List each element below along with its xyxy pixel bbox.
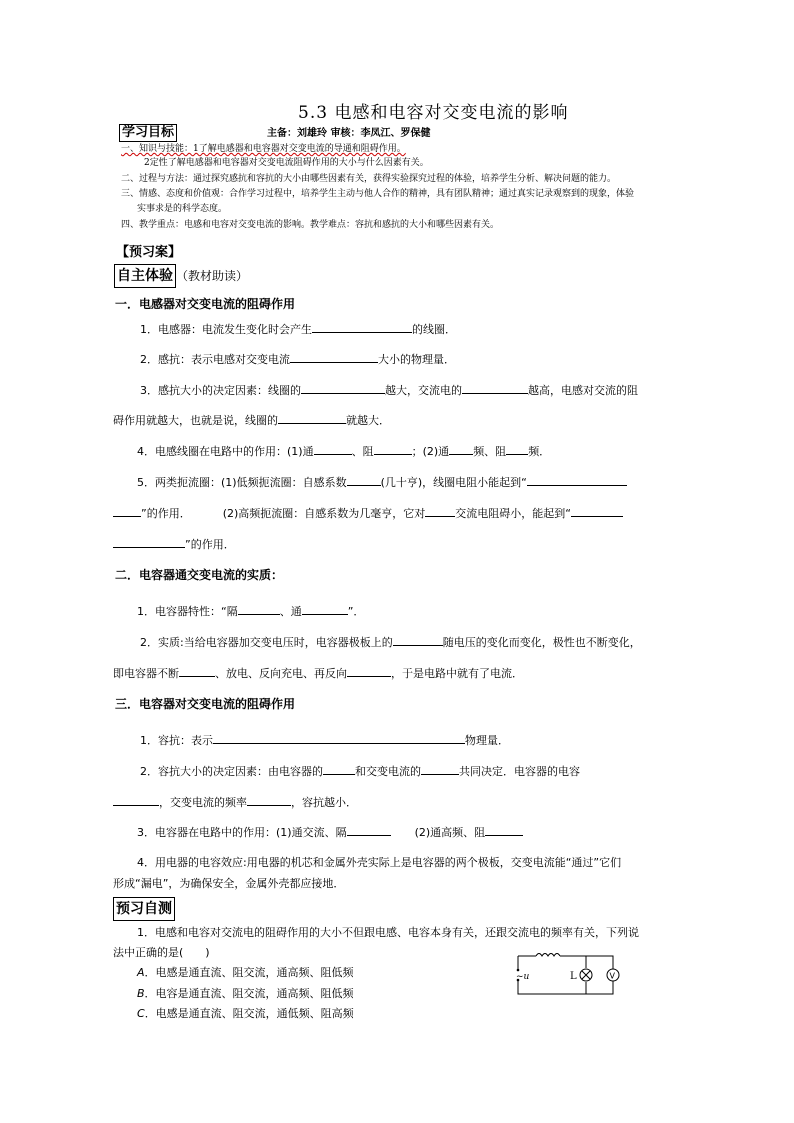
self-study-box: 自主体验 — [114, 264, 176, 288]
sec3-q2-line2: ，交变电流的频率 ，容抗越小． — [113, 794, 357, 810]
answer-blank[interactable] — [449, 443, 473, 455]
section-2-heading: 二．电容器通交变电流的实质： — [115, 568, 284, 582]
answer-blank[interactable] — [347, 824, 391, 836]
section-1-heading: 一．电感器对交变电流的阻碍作用 — [115, 297, 296, 311]
answer-blank[interactable] — [247, 794, 291, 806]
answer-blank[interactable] — [393, 634, 443, 646]
sec2-q2-line2: 即电容器不断 、放电、反向充电、再反向 ，于是电路中就有了电流． — [113, 667, 523, 680]
sec2-q1: 1．电容器特性：“隔 、通 ”． — [137, 605, 365, 618]
answer-blank[interactable] — [323, 763, 355, 775]
answer-blank[interactable] — [506, 443, 528, 455]
option-b[interactable]: B．电容是通直流、阻交流，通高频、阻低频 — [137, 987, 354, 1000]
answer-blank[interactable] — [462, 382, 528, 394]
answer-blank[interactable] — [347, 474, 381, 486]
sec3-q1: 1．容抗：表示 物理量． — [140, 734, 509, 747]
objectives-header: 学习目标 — [119, 124, 177, 142]
sec1-q1: 1．电感器：电流发生变化时会产生 的线圈． — [140, 323, 456, 336]
authors-line: 主备：刘雄玲 审核：李凤江、罗保健 — [267, 128, 431, 139]
sec1-q5-line2: ”的作用． (2)高频扼流圈：自感系数为几毫亨，它对 交流电阻碍小，能起到“ — [113, 505, 623, 521]
answer-blank[interactable] — [213, 732, 465, 744]
sec1-q5-line1: 5．两类扼流圈：(1)低频扼流圈：自感系数 (几十亨)，线圈电阻小能起到“ — [137, 474, 627, 490]
sec3-q3: 3．电容器在电路中的作用：(1)通交流、隔 (2)通高频、阻 — [137, 824, 523, 840]
inductor-label: L — [570, 971, 577, 982]
voltmeter-label: V — [609, 971, 615, 981]
objective-line-4: 三、情感、态度和价值观：合作学习过程中，培养学生主动与他人合作的精神，具有团队精神；通过真实记录观察到的现象，体验 — [121, 189, 635, 199]
sec1-q2: 2．感抗：表示电感对交变电流 大小的物理量． — [140, 353, 455, 366]
answer-blank[interactable] — [113, 536, 185, 548]
objective-line-3: 二、过程与方法：通过探究感抗和容抗的大小由哪些因素有关，获得实验探究过程的体验，培养学生分析、解决问题的能力。 — [121, 174, 617, 184]
test-q1-line2: 法中正确的是( ) — [113, 946, 210, 959]
source-label: ~u — [516, 972, 530, 982]
sec1-q4: 4．电感线圈在电路中的作用：(1)通 、阻 ；(2)通 频、阻 频． — [137, 445, 551, 458]
sec1-q5-line3: ”的作用． — [113, 536, 235, 552]
answer-blank[interactable] — [425, 505, 455, 517]
answer-blank[interactable] — [301, 382, 385, 394]
answer-blank[interactable] — [374, 443, 412, 455]
objective-line-2: 2定性了解电感器和电容器对交变电流阻碍作用的大小与什么因素有关。 — [144, 158, 429, 168]
option-a[interactable]: A．电感是通直流、阻交流，通高频、阻低频 — [137, 966, 354, 979]
test-q1-line1: 1．电感和电容对交流电的阻碍作用的大小不但跟电感、电容本身有关，还跟交流电的频率有关，下列说 — [137, 926, 639, 939]
answer-blank[interactable] — [312, 321, 412, 333]
sec3-q4-line1: 4．用电器的电容效应:用电器的机芯和金属外壳实际上是电容器的两个极板，交变电流能“通过”它们 — [137, 856, 622, 869]
answer-blank[interactable] — [571, 505, 623, 517]
sec1-q3-line2: 碍作用就越大，也就是说，线圈的 就越大． — [113, 414, 390, 427]
answer-blank[interactable] — [179, 665, 215, 677]
sec2-q2-line1: 2．实质:当给电容器加交变电压时，电容器极板上的 随电压的变化而变化，极性也不断变化， — [140, 636, 641, 649]
answer-blank[interactable] — [314, 443, 352, 455]
page-title: 5.3 电感和电容对交变电流的影响 — [298, 103, 569, 123]
objective-line-6: 四、教学重点：电感和电容对交变电流的影响。教学难点：容抗和感抗的大小和哪些因素有关。 — [121, 220, 500, 230]
answer-blank[interactable] — [421, 763, 459, 775]
answer-blank[interactable] — [347, 665, 391, 677]
answer-blank[interactable] — [113, 505, 141, 517]
answer-blank[interactable] — [290, 351, 378, 363]
sec1-q3-line1: 3．感抗大小的决定因素：线圈的 越大，交流电的 越高，电感对交流的阻 — [140, 384, 638, 397]
section-3-heading: 三．电容器对交变电流的阻碍作用 — [115, 697, 296, 711]
objective-line-1: 一、知识与技能：1了解电感器和电容器对交变电流的导通和阻碍作用。 — [121, 144, 406, 154]
answer-blank[interactable] — [527, 474, 627, 486]
circuit-diagram — [508, 948, 628, 1000]
self-study-row — [114, 264, 248, 290]
self-test-box: 预习自测 — [113, 897, 175, 921]
answer-blank[interactable] — [278, 412, 346, 424]
self-study-note: （教材助读） — [176, 269, 249, 283]
objective-line-5: 实事求是的科学态度。 — [137, 204, 228, 214]
answer-blank[interactable] — [485, 824, 523, 836]
answer-blank[interactable] — [113, 794, 159, 806]
answer-blank[interactable] — [238, 603, 280, 615]
sec3-q2-line1: 2．容抗大小的决定因素：由电容器的 和交变电流的 共同决定．电容器的电容 — [140, 765, 580, 778]
sec3-q4-line2: 形成“漏电”，为确保安全，金属外壳都应接地． — [113, 877, 345, 890]
option-c[interactable]: C．电感是通直流、阻交流，通低频、阻高频 — [137, 1007, 354, 1020]
preview-header: 【预习案】 — [116, 245, 182, 260]
answer-blank[interactable] — [302, 603, 348, 615]
inductor-coil — [536, 954, 560, 957]
